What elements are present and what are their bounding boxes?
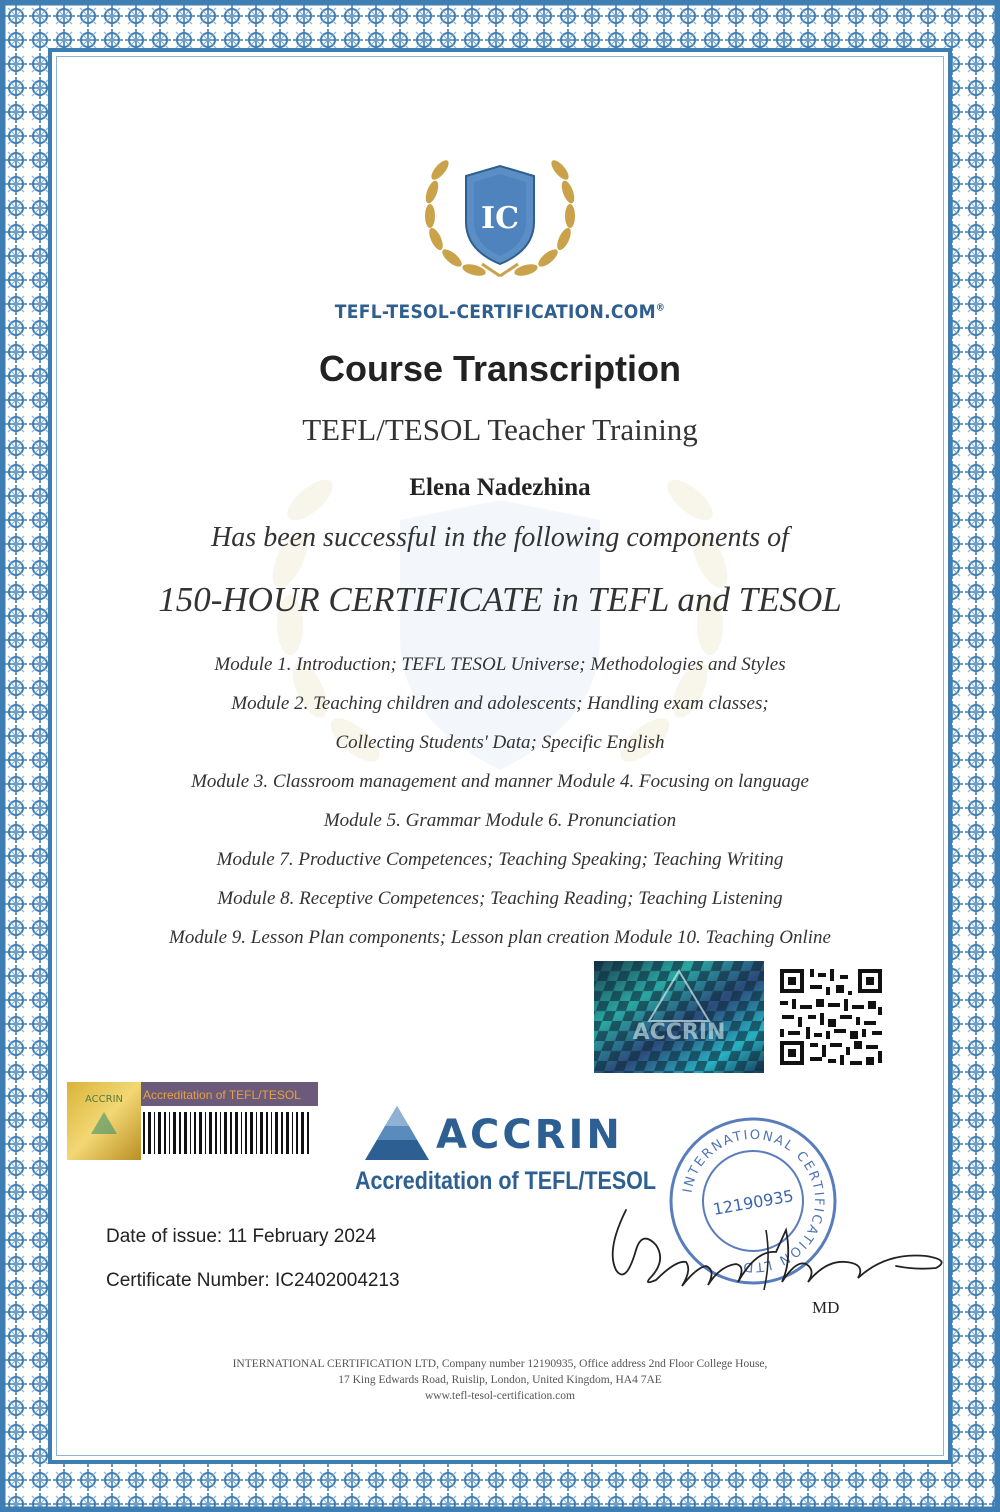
signature bbox=[596, 1190, 956, 1310]
program-name: TEFL/TESOL Teacher Training bbox=[302, 412, 698, 447]
site-name: TEFL-TESOL-CERTIFICATION.COM® bbox=[334, 301, 666, 323]
footer-line: 17 King Edwards Road, Ruislip, London, United Kingdom, HA4 7AE bbox=[338, 1374, 662, 1386]
svg-text:ACCRIN: ACCRIN bbox=[84, 1094, 124, 1105]
svg-text:12190935: 12190935 bbox=[711, 1186, 796, 1219]
module-line: Module 5. Grammar Module 6. Pronunciation bbox=[323, 810, 677, 831]
signatory-title: MD bbox=[812, 1298, 840, 1317]
module-list bbox=[0, 645, 1000, 957]
company-footer bbox=[0, 1356, 1000, 1404]
module-line: Module 7. Productive Competences; Teaching Speaking; Teaching Writing bbox=[216, 849, 784, 870]
module-line: Module 3. Classroom management and manner Module 4. Focusing on language bbox=[191, 771, 809, 792]
ic-laurel-logo bbox=[410, 150, 590, 280]
module-line: Module 8. Receptive Competences; Teaching Reading; Teaching Listening bbox=[217, 888, 783, 909]
certificate-name: 150-HOUR CERTIFICATE in TEFL and TESOL bbox=[158, 580, 842, 619]
module-line: Module 1. Introduction; TEFL TESOL Universe; Methodologies and Styles bbox=[214, 654, 786, 675]
svg-text:ACCRIN: ACCRIN bbox=[632, 1020, 726, 1045]
issue-date: Date of issue: 11 February 2024 bbox=[106, 1226, 377, 1247]
hologram-sticker bbox=[594, 961, 764, 1073]
footer-website[interactable]: www.tefl-tesol-certification.com bbox=[425, 1390, 575, 1402]
module-line: Collecting Students' Data; Specific English bbox=[335, 732, 665, 753]
svg-text:Accreditation of TEFL/TESOL: Accreditation of TEFL/TESOL bbox=[143, 1088, 301, 1102]
certificate-number: Certificate Number: IC2402004213 bbox=[106, 1270, 400, 1291]
recipient-name: Elena Nadezhina bbox=[409, 474, 591, 501]
module-line: Module 2. Teaching children and adolescents; Handling exam classes; bbox=[231, 693, 769, 714]
accrin-subtitle: Accreditation of TEFL/TESOL bbox=[355, 1167, 657, 1195]
accreditation-barcode-label bbox=[67, 1082, 318, 1160]
qr-code[interactable] bbox=[764, 961, 898, 1073]
svg-text:INTERNATIONAL CERTIFICATION LT: INTERNATIONAL CERTIFICATION LTD bbox=[680, 1127, 827, 1275]
document-title: Course Transcription bbox=[318, 348, 682, 389]
module-line: Module 9. Lesson Plan components; Lesson plan creation Module 10. Teaching Online bbox=[169, 927, 831, 948]
svg-text:IC: IC bbox=[481, 201, 519, 236]
success-statement: Has been successful in the following components of bbox=[211, 522, 789, 553]
footer-line: INTERNATIONAL CERTIFICATION LTD, Company number 12190935, Office address 2nd Floor College House, bbox=[232, 1358, 768, 1370]
accrin-wordmark: ACCRIN bbox=[436, 1112, 623, 1158]
